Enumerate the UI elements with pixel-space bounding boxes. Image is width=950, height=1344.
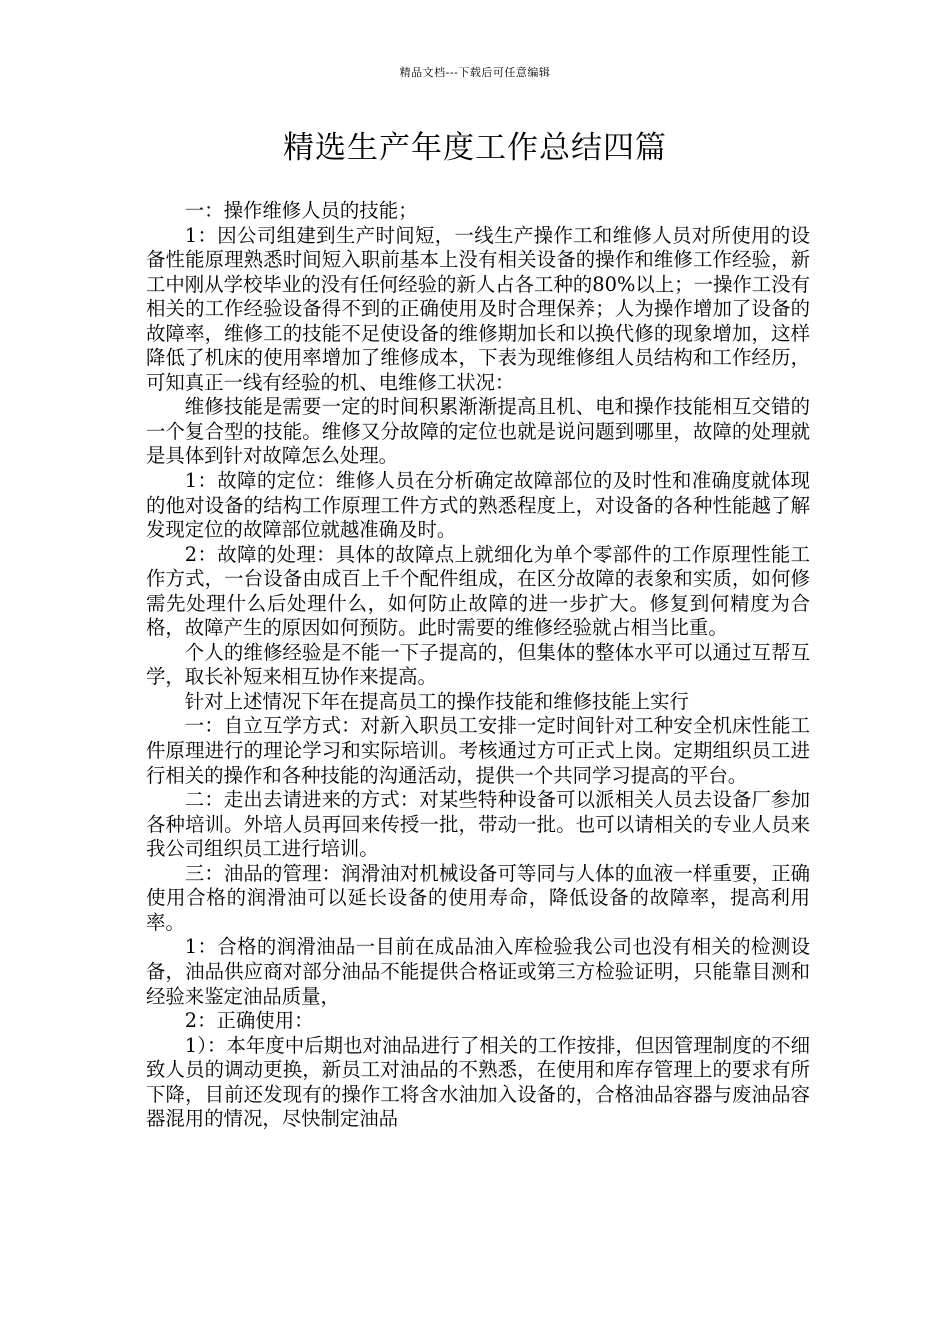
document-body [146, 199, 810, 1132]
paragraph: 1：故障的定位：维修人员在分析确定故障部位的及时性和准确度就体现的他对设备的结构工作原理工件方式的熟悉程度上，对设备的各种性能越了解发现定位的故障部位就越准确及时。 [146, 469, 810, 542]
paragraph: 2：正确使用： [184, 1009, 314, 1033]
paragraph: 个人的维修经验是不能一下子提高的，但集体的整体水平可以通过互帮互学，取长补短来相互协作来提高。 [146, 640, 810, 689]
page-header: 精品文档---下载后可任意编辑 [399, 66, 551, 79]
paragraph: 维修技能是需要一定的时间积累渐渐提高且机、电和操作技能相互交错的一个复合型的技能。维修又分故障的定位也就是说问题到哪里，故障的处理就是具体到针对故障怎么处理。 [146, 395, 810, 468]
paragraph: 针对上述情况下年在提高员工的操作技能和维修技能上实行 [184, 689, 689, 713]
paragraph: 1：因公司组建到生产时间短，一线生产操作工和维修人员对所使用的设备性能原理熟悉时间短入职前基本上没有相关设备的操作和维修工作经验，新工中刚从学校毕业的没有任何经验的新人占各工种的80%以上；一操作工没有相关的工作经验设备得不到的正确使用及时合理保养；人为操作增加了设备的故障率，维修工的技能不足使设备的维修期加长和以换代修的现象增加，这样降低了机床的使用率增加了维修成本，下表为现维修组人员结构和工作经历，可知真正一线有经验的机、电维修工状况： [146, 223, 810, 394]
document-title: 精选生产年度工作总结四篇 [283, 130, 667, 166]
paragraph: 一：操作维修人员的技能； [184, 199, 418, 222]
paragraph: 2：故障的处理：具体的故障点上就细化为单个零部件的工作原理性能工作方式，一台设备由成百上千个配件组成，在区分故障的表象和实质，如何修需先处理什么后处理什么，如何防止故障的进一步扩大。修复到何精度为合格，故障产生的原因如何预防。此时需要的维修经验就占相当比重。 [146, 542, 810, 640]
paragraph: 一：自立互学方式：对新入职员工安排一定时间针对工种安全机床性能工件原理进行的理论学习和实际培训。考核通过方可正式上岗。定期组织员工进行相关的操作和各种技能的沟通活动，提供一个共同学习提高的平台。 [146, 714, 810, 787]
paragraph: 三：油品的管理：润滑油对机械设备可等同与人体的血液一样重要，正确使用合格的润滑油可以延长设备的使用寿命，降低设备的故障率，提高利用率。 [146, 861, 810, 934]
paragraph: 二：走出去请进来的方式：对某些特种设备可以派相关人员去设备厂参加各种培训。外培人员再回来传授一批，带动一批。也可以请相关的专业人员来我公司组织员工进行培训。 [146, 788, 810, 861]
paragraph: 1）：本年度中后期也对油品进行了相关的工作按排，但因管理制度的不细致人员的调动更换，新员工对油品的不熟悉，在使用和库存管理上的要求有所下降，目前还发现有的操作工将含水油加入设备的，合格油品容器与废油品容器混用的情况，尽快制定油品 [146, 1033, 810, 1131]
paragraph: 1：合格的润滑油品一目前在成品油入库检验我公司也没有相关的检测设备，油品供应商对部分油品不能提供合格证或第三方检验证明，只能靠目测和经验来鉴定油品质量， [146, 935, 810, 1008]
